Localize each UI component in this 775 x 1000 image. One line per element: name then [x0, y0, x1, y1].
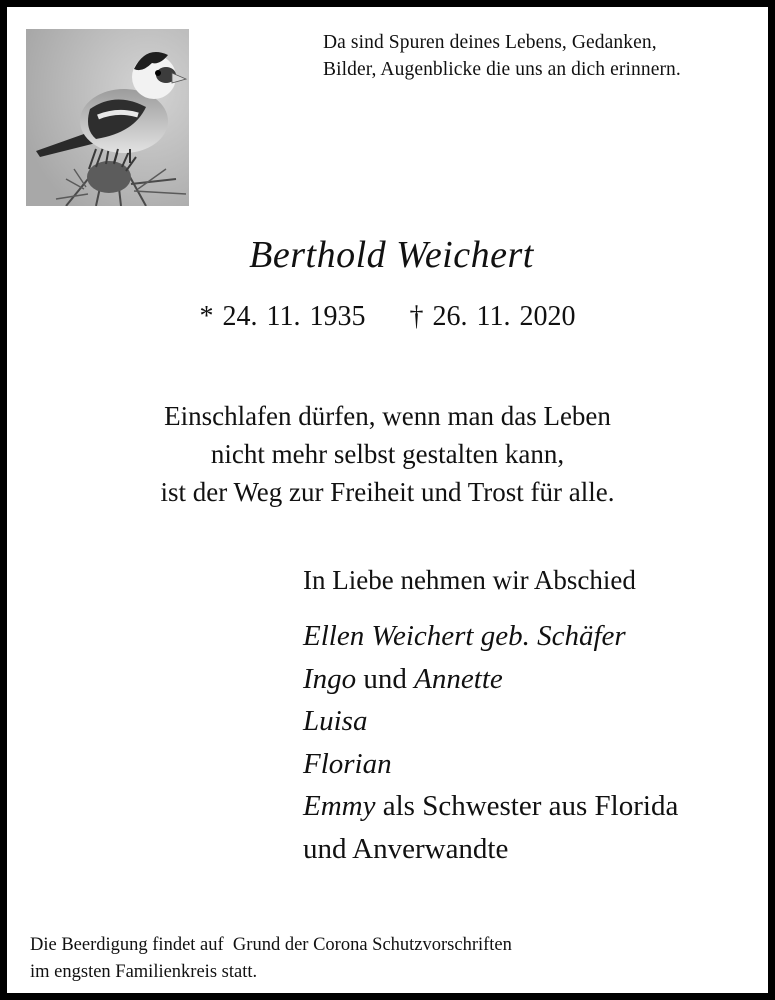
- mourner-wife: Ellen Weichert geb. Schäfer: [303, 620, 626, 652]
- goldfinch-photo: [26, 29, 189, 206]
- birth-date: 24. 11. 1935: [222, 301, 366, 332]
- mourner-sister-line: [303, 785, 678, 828]
- poem-line: ist der Weg zur Freiheit und Trost für alle.: [160, 477, 615, 507]
- quote-line: Bilder, Augenblicke die uns an dich erinnern.: [323, 59, 681, 80]
- memorial-quote: [323, 29, 763, 83]
- mourner-child-line: [303, 658, 678, 701]
- poem-line: nicht mehr selbst gestalten kann,: [210, 439, 565, 469]
- goldfinch-bird-image: [26, 29, 189, 206]
- funeral-notice: [30, 932, 512, 986]
- mourner-relatives: und Anverwandte: [303, 832, 509, 865]
- mourners-list: [303, 615, 678, 870]
- memorial-poem: [7, 397, 768, 511]
- quote-line: Da sind Spuren deines Lebens, Gedanken,: [323, 32, 657, 53]
- deceased-name: Berthold Weichert: [249, 234, 534, 276]
- death-date: 26. 11. 2020: [432, 301, 576, 332]
- mourner-grandchild: Luisa: [303, 705, 368, 737]
- notice-line: im engsten Familienkreis statt.: [30, 962, 258, 982]
- mourner-connector: und: [363, 662, 407, 695]
- poem-line: Einschlafen dürfen, wenn man das Leben: [164, 401, 611, 431]
- mourner-grandchild: Florian: [303, 747, 392, 780]
- farewell-line: In Liebe nehmen wir Abschied: [303, 565, 636, 595]
- mourner-sister: Emmy: [303, 790, 376, 822]
- life-dates: [7, 301, 768, 333]
- mourner-sister-note: als Schwester aus Florida: [382, 790, 679, 822]
- birth-star-icon: *: [199, 301, 214, 332]
- mourner-child-partner: Annette: [414, 662, 503, 695]
- mourner-child: Ingo: [303, 662, 357, 695]
- death-cross-icon: †: [409, 301, 424, 332]
- notice-line: Die Beerdigung findet auf Grund der Corona Schutzvorschriften: [30, 935, 512, 955]
